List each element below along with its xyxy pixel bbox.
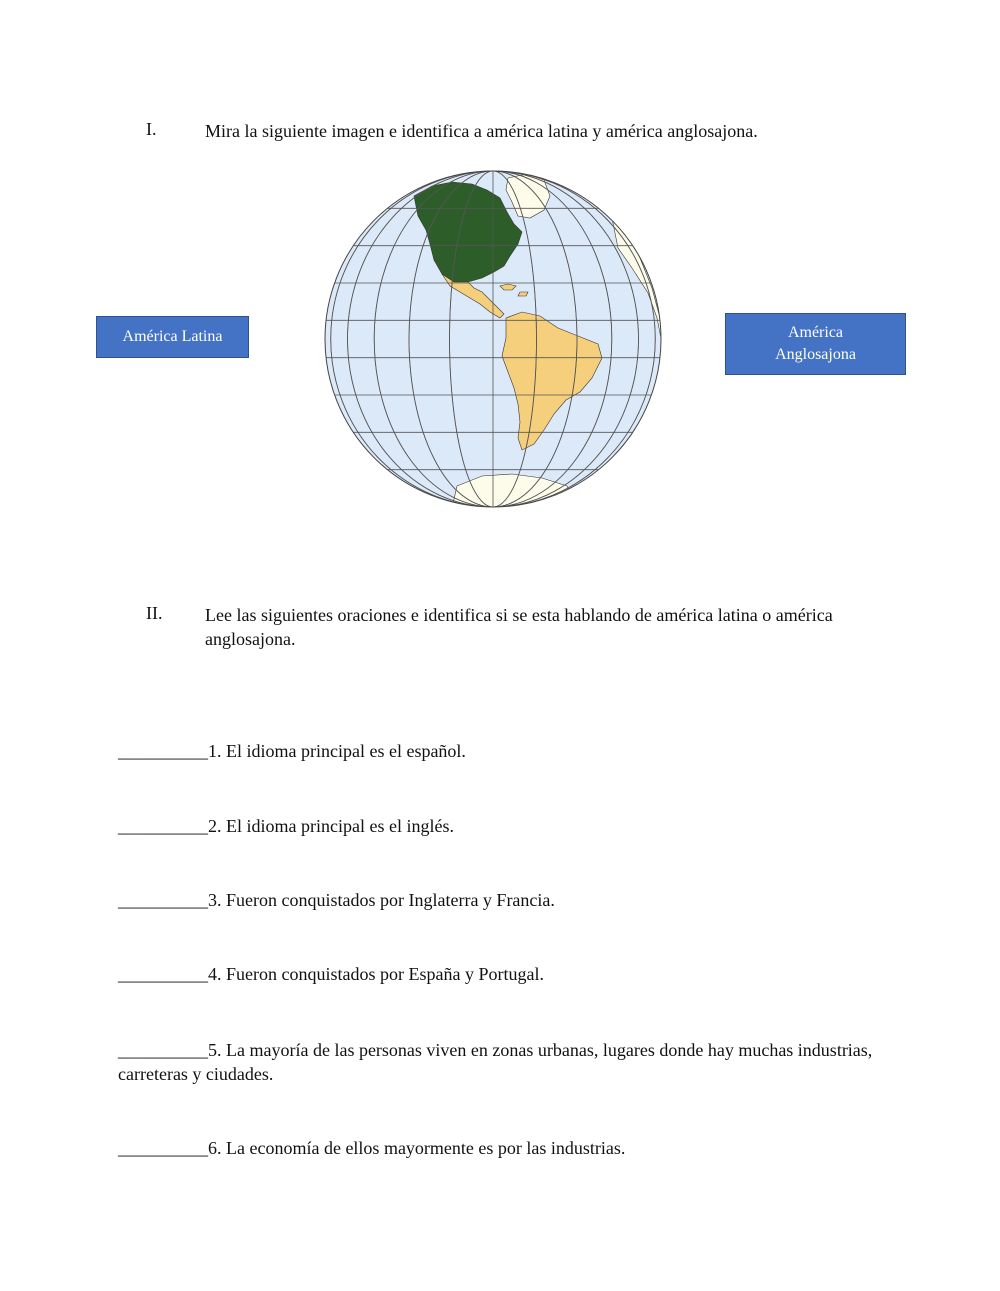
statement-4 <box>118 962 878 986</box>
statement-text-1: 1. El idioma principal es el español. <box>208 741 466 761</box>
statement-5 <box>118 1038 878 1086</box>
label-anglo-line2: Anglosajona <box>775 346 856 363</box>
label-america-anglosajona[interactable] <box>725 313 906 375</box>
section-1-instruction: Mira la siguiente imagen e identifica a américa latina y américa anglosajona. <box>205 121 758 141</box>
answer-blank-4[interactable]: __________ <box>118 964 208 984</box>
section-2-number: II. <box>146 603 163 623</box>
statement-text-3: 3. Fueron conquistados por Inglaterra y Francia. <box>208 890 555 910</box>
answer-blank-6[interactable]: __________ <box>118 1138 208 1158</box>
section-2-instruction: Lee las siguientes oraciones e identifica si se esta hablando de américa latina o américa anglosajona. <box>205 605 833 649</box>
answer-blank-5[interactable]: __________ <box>118 1040 208 1060</box>
americas-globe-map <box>322 168 664 510</box>
section-1-number: I. <box>146 119 157 139</box>
label-america-latina[interactable] <box>96 316 249 358</box>
statement-text-5: 5. La mayoría de las personas viven en zonas urbanas, lugares donde hay muchas industrias, carreteras y ciudades. <box>118 1040 873 1084</box>
answer-blank-1[interactable]: __________ <box>118 741 208 761</box>
statement-6 <box>118 1136 878 1160</box>
statement-text-4: 4. Fueron conquistados por España y Portugal. <box>208 964 544 984</box>
answer-blank-2[interactable]: __________ <box>118 816 208 836</box>
statement-text-6: 6. La economía de ellos mayormente es por las industrias. <box>208 1138 626 1158</box>
answer-blank-3[interactable]: __________ <box>118 890 208 910</box>
label-anglo-line1: América <box>787 324 844 341</box>
statement-2 <box>118 814 878 838</box>
statement-1 <box>118 739 878 763</box>
statement-text-2: 2. El idioma principal es el inglés. <box>208 816 454 836</box>
label-america-latina-text: América Latina <box>122 328 223 345</box>
statement-3 <box>118 888 878 912</box>
